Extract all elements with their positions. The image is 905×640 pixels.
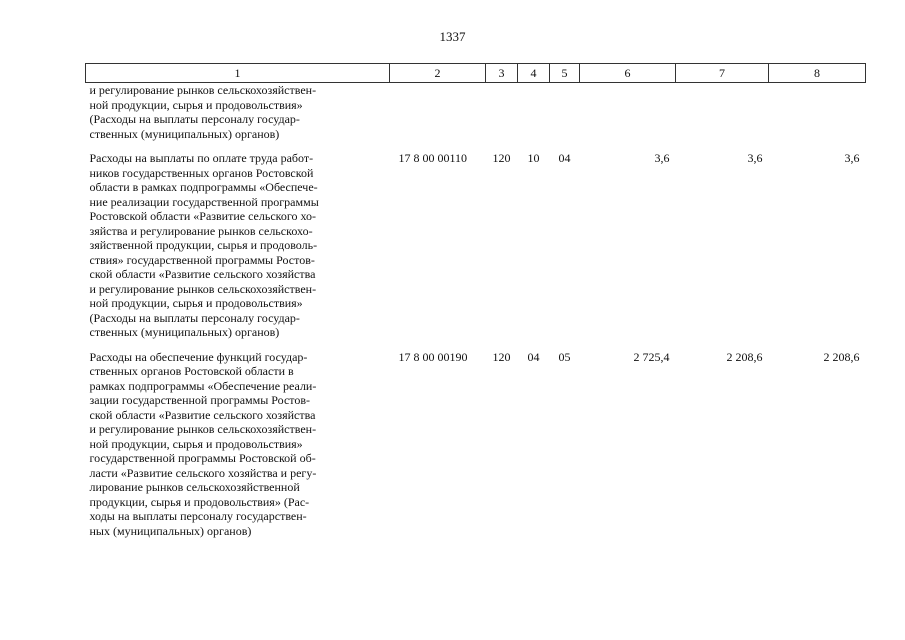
description-line: ходы на выплаты персоналу государствен- xyxy=(89,509,307,523)
description-line: ственных (муниципальных) органов) xyxy=(89,126,280,141)
header-col-2: 2 xyxy=(390,64,486,83)
row-code: 17 8 00 00110 xyxy=(398,151,468,165)
row-description xyxy=(86,350,390,539)
description-line: ников государственных органов Ростовской xyxy=(89,165,314,180)
row-col-8: 3,6 xyxy=(844,151,860,165)
description-line: ных (муниципальных) органов) xyxy=(89,523,252,538)
description-line: государственной программы Ростовской об- xyxy=(89,451,316,465)
row-description xyxy=(86,151,390,340)
table-body xyxy=(86,83,866,539)
description-line: и регулирование рынков сельскохозяйствен- xyxy=(89,422,317,436)
row-spacer xyxy=(86,340,866,350)
row-col-7: 3,6 xyxy=(747,151,763,165)
table-row xyxy=(86,350,866,539)
description-line: Расходы на обеспечение функций государ- xyxy=(89,349,308,364)
description-line: ной продукции, сырья и продовольствия» xyxy=(89,436,303,451)
row-description xyxy=(86,83,390,142)
row-col-6: 2 725,4 xyxy=(633,349,670,364)
row-col-4: 10 xyxy=(527,151,540,165)
header-col-5: 5 xyxy=(550,64,580,83)
description-line: и регулирование рынков сельскохозяйствен- xyxy=(89,83,317,97)
description-line: ственных (муниципальных) органов) xyxy=(89,325,280,339)
row-col-8: 2 208,6 xyxy=(823,349,860,364)
row-spacer xyxy=(86,141,866,151)
row-col-3 xyxy=(486,83,518,142)
row-col-5: 04 xyxy=(558,151,571,165)
row-col-6: 3,6 xyxy=(654,151,670,165)
description-line: ние реализации государственной программы xyxy=(89,194,319,209)
description-line: и регулирование рынков сельскохозяйствен- xyxy=(89,281,317,296)
description-line: ласти «Развитие сельского хозяйства и регу- xyxy=(89,465,317,480)
row-col-4 xyxy=(518,83,550,142)
description-line: рамках подпрограммы «Обеспечение реали- xyxy=(89,378,317,393)
row-code: 17 8 00 00190 xyxy=(398,349,468,364)
description-line: Ростовской области «Развитие сельского хо- xyxy=(89,209,317,223)
header-col-4: 4 xyxy=(518,64,550,83)
budget-table xyxy=(85,63,866,538)
row-col-8 xyxy=(769,83,866,142)
header-col-6: 6 xyxy=(580,64,676,83)
table-row xyxy=(86,151,866,340)
description-line: зации государственной программы Ростов- xyxy=(89,393,311,407)
description-line: ной продукции, сырья и продовольствия» xyxy=(89,296,303,310)
description-line: области в рамках подпрограммы «Обеспече- xyxy=(89,180,318,194)
description-line: ствия» государственной программы Ростов- xyxy=(89,252,315,267)
row-col-6 xyxy=(580,83,676,142)
header-col-3: 3 xyxy=(486,64,518,83)
page-number: 1337 xyxy=(439,29,466,44)
header-col-8: 8 xyxy=(769,64,866,83)
description-line: зяйственной продукции, сырья и продоволь- xyxy=(89,238,318,252)
description-line: лирование рынков сельскохозяйственной xyxy=(89,480,300,494)
header-col-7: 7 xyxy=(676,64,769,83)
row-col-7 xyxy=(676,83,769,142)
description-line: (Расходы на выплаты персоналу государ- xyxy=(89,112,300,126)
row-code xyxy=(390,83,486,142)
description-line: зяйства и регулирование рынков сельскохо- xyxy=(89,223,313,238)
description-line: ственных органов Ростовской области в xyxy=(89,364,294,378)
row-col-5: 05 xyxy=(558,349,571,364)
row-col-3: 120 xyxy=(492,349,511,364)
row-col-5 xyxy=(550,83,580,142)
description-line: (Расходы на выплаты персоналу государ- xyxy=(89,310,300,325)
header-col-1: 1 xyxy=(86,64,390,83)
row-col-7: 2 208,6 xyxy=(726,349,763,364)
table-row xyxy=(86,83,866,142)
table-header xyxy=(86,64,866,83)
row-col-4: 04 xyxy=(527,349,540,364)
description-line: ской области «Развитие сельского хозяйства xyxy=(89,267,316,281)
description-line: ной продукции, сырья и продовольствия» xyxy=(89,97,303,112)
header-row xyxy=(86,64,866,83)
description-line: Расходы на выплаты по оплате труда работ- xyxy=(89,151,314,165)
description-line: ской области «Развитие сельского хозяйства xyxy=(89,407,316,422)
row-col-3: 120 xyxy=(492,151,511,165)
description-line: продукции, сырья и продовольствия» (Рас- xyxy=(89,494,310,509)
